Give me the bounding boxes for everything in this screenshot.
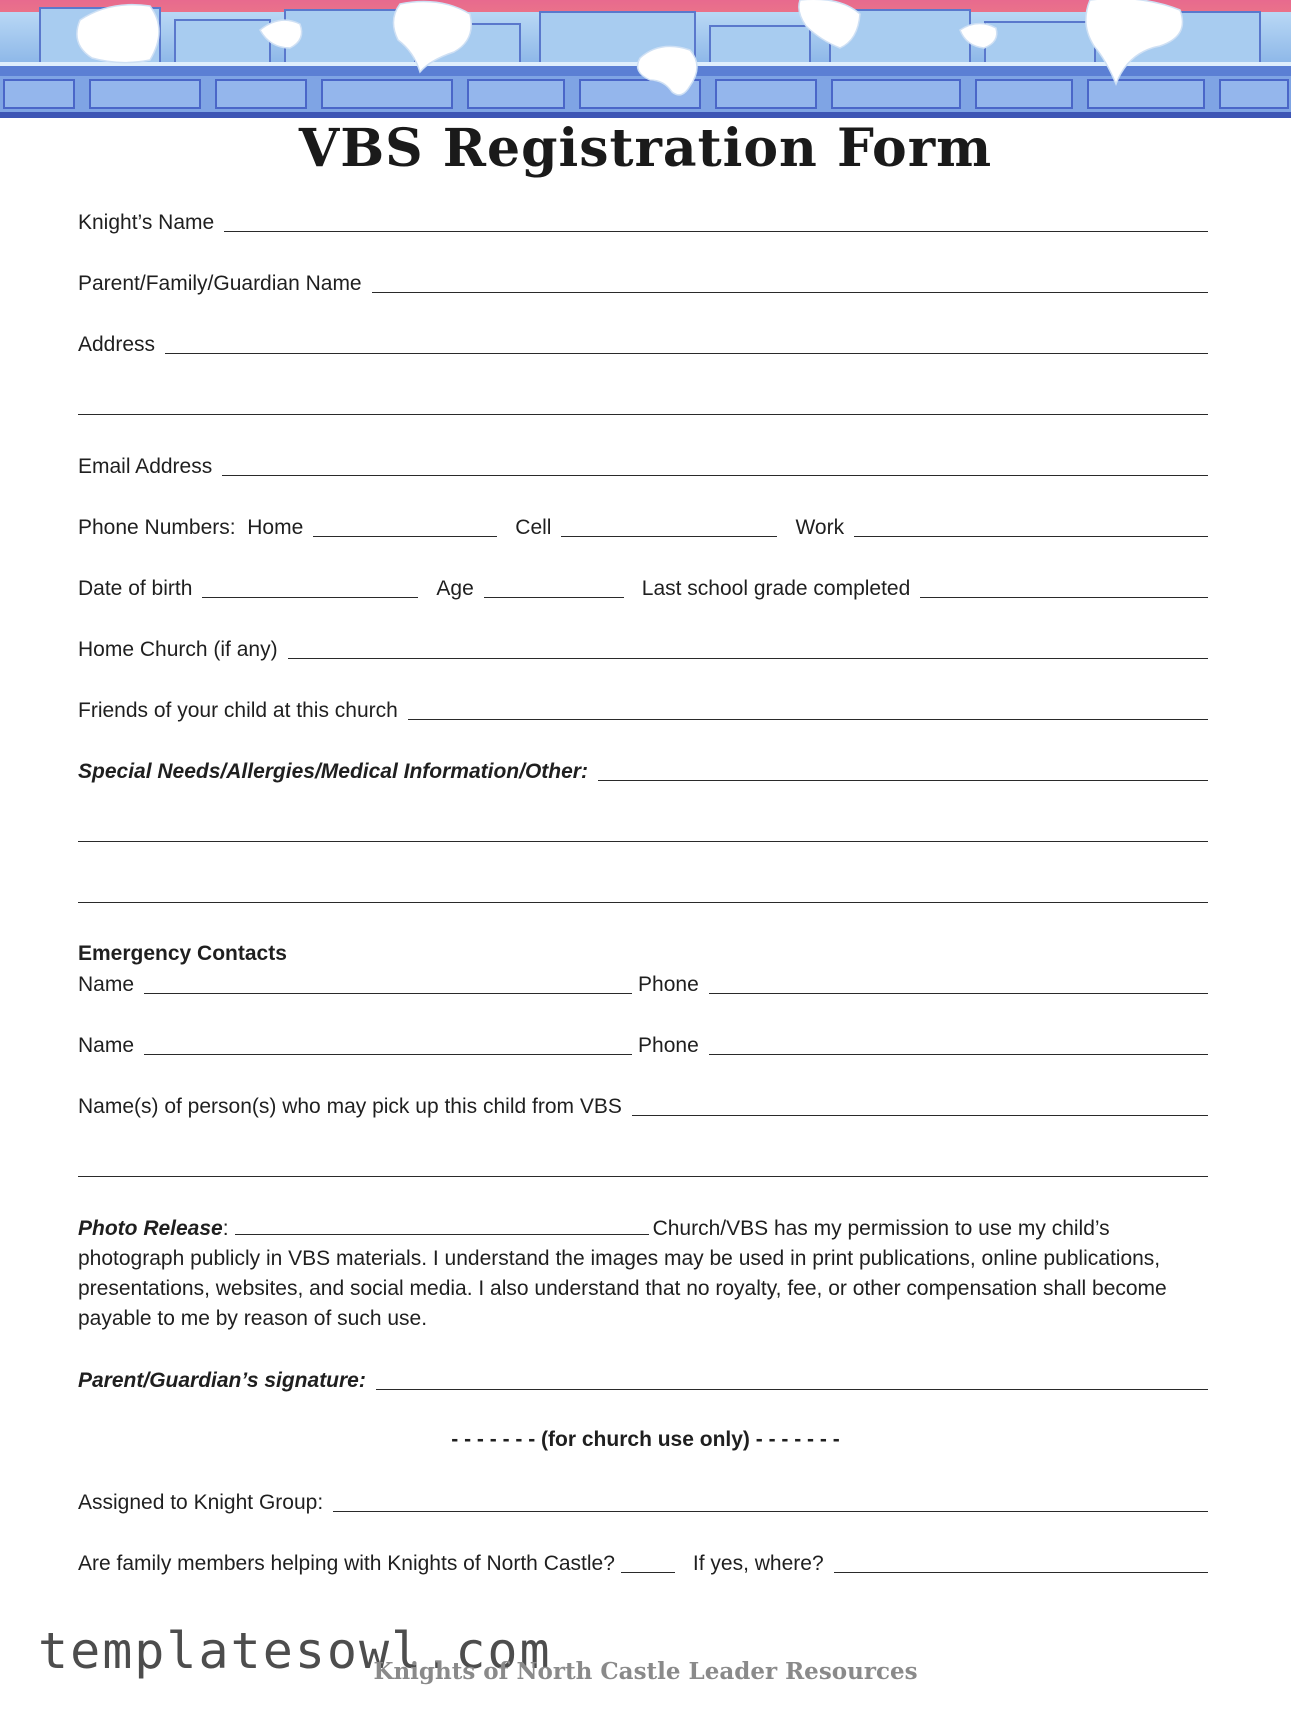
- signature-label: Parent/Guardian’s signature:: [78, 1369, 366, 1392]
- emergency-phone-label-2: Phone: [638, 1034, 699, 1057]
- emergency-name-label-1: Name: [78, 973, 135, 996]
- knight-group-line[interactable]: [333, 1491, 1208, 1512]
- knight-name-line[interactable]: [224, 211, 1208, 232]
- signature-line[interactable]: [376, 1369, 1208, 1390]
- phone-cell-line[interactable]: [561, 516, 777, 537]
- watermark: templatesowl.com: [38, 1622, 552, 1680]
- special-needs-line-2[interactable]: [78, 821, 1208, 842]
- emergency-phone-label-1: Phone: [638, 973, 699, 996]
- family-helping-line[interactable]: [621, 1552, 675, 1573]
- photo-release-paragraph: [78, 1214, 1218, 1334]
- family-helping-row: [78, 1547, 1208, 1579]
- home-church-line[interactable]: [288, 638, 1208, 659]
- pickup-label: Name(s) of person(s) who may pick up this child from VBS: [78, 1095, 622, 1118]
- pickup-line-1[interactable]: [632, 1095, 1208, 1116]
- special-needs-row: [78, 755, 1208, 787]
- guardian-name-label: Parent/Family/Guardian Name: [78, 272, 362, 295]
- knight-name-label: Knight’s Name: [78, 211, 215, 234]
- special-needs-line-3[interactable]: [78, 882, 1208, 903]
- emergency-phone-line-1[interactable]: [709, 973, 1208, 994]
- emergency-contact-row-1: [78, 968, 1208, 1000]
- email-label: Email Address: [78, 455, 213, 478]
- emergency-name-line-1[interactable]: [144, 973, 632, 994]
- photo-release-line[interactable]: [235, 1216, 649, 1235]
- special-needs-line-1[interactable]: [598, 760, 1208, 781]
- dob-line[interactable]: [202, 577, 418, 598]
- friends-label: Friends of your child at this church: [78, 699, 398, 722]
- address-line-1[interactable]: [165, 333, 1208, 354]
- pickup-row-2: [78, 1151, 1208, 1183]
- phone-home-label: Phone Numbers: Home: [78, 516, 304, 539]
- dob-label: Date of birth: [78, 577, 193, 600]
- email-row: [78, 450, 1208, 482]
- address-label: Address: [78, 333, 156, 356]
- address-line-2[interactable]: [78, 394, 1208, 415]
- emergency-name-label-2: Name: [78, 1034, 135, 1057]
- signature-row: [78, 1364, 1208, 1396]
- address-row: [78, 328, 1208, 360]
- email-line[interactable]: [222, 455, 1208, 476]
- if-yes-label: If yes, where?: [692, 1552, 824, 1575]
- photo-release-text: Church/VBS has my permission to use my child’s photograph publicly in VBS materials. I understand the images may be used in print publications, online publications, presentations, websites, and social media. I also understand that no royalty, fee, or other compensation shall become payable to me by reason of such use.: [78, 1217, 1167, 1330]
- photo-release-label: Photo Release: [78, 1217, 223, 1240]
- age-line[interactable]: [484, 577, 624, 598]
- home-church-label: Home Church (if any): [78, 638, 278, 661]
- phone-home-line[interactable]: [313, 516, 497, 537]
- dob-row: [78, 572, 1208, 604]
- phone-cell-label: Cell: [515, 516, 552, 539]
- home-church-row: [78, 633, 1208, 665]
- phone-row: [78, 511, 1208, 543]
- footer-text: Knights of North Castle Leader Resources: [373, 1658, 918, 1685]
- friends-row: [78, 694, 1208, 726]
- emergency-name-line-2[interactable]: [144, 1034, 632, 1055]
- emergency-contact-row-2: [78, 1029, 1208, 1061]
- castle-wall-banner: [0, 0, 1291, 118]
- special-needs-row-2: [78, 816, 1208, 848]
- family-helping-label: Are family members helping with Knights of North Castle?: [78, 1552, 615, 1575]
- knight-group-label: Assigned to Knight Group:: [78, 1491, 324, 1514]
- grade-label: Last school grade completed: [641, 577, 911, 600]
- pickup-line-2[interactable]: [78, 1156, 1208, 1177]
- knight-group-row: [78, 1486, 1208, 1518]
- form-title: VBS Registration Form: [298, 118, 993, 179]
- emergency-heading: Emergency Contacts: [78, 942, 287, 965]
- guardian-name-row: [78, 267, 1208, 299]
- if-yes-line[interactable]: [834, 1552, 1208, 1573]
- address-row-2: [78, 389, 1208, 421]
- phone-work-line[interactable]: [854, 516, 1208, 537]
- photo-release-colon: :: [222, 1217, 229, 1240]
- guardian-name-line[interactable]: [372, 272, 1208, 293]
- age-label: Age: [436, 577, 474, 600]
- grade-line[interactable]: [920, 577, 1208, 598]
- knight-name-row: [78, 206, 1208, 238]
- church-use-divider: - - - - - - - (for church use only) - - - - - - -: [451, 1428, 840, 1451]
- phone-work-label: Work: [795, 516, 845, 539]
- special-needs-row-3: [78, 877, 1208, 909]
- pickup-row: [78, 1090, 1208, 1122]
- special-needs-label: Special Needs/Allergies/Medical Information/Other:: [78, 760, 588, 783]
- emergency-phone-line-2[interactable]: [709, 1034, 1208, 1055]
- friends-line[interactable]: [408, 699, 1208, 720]
